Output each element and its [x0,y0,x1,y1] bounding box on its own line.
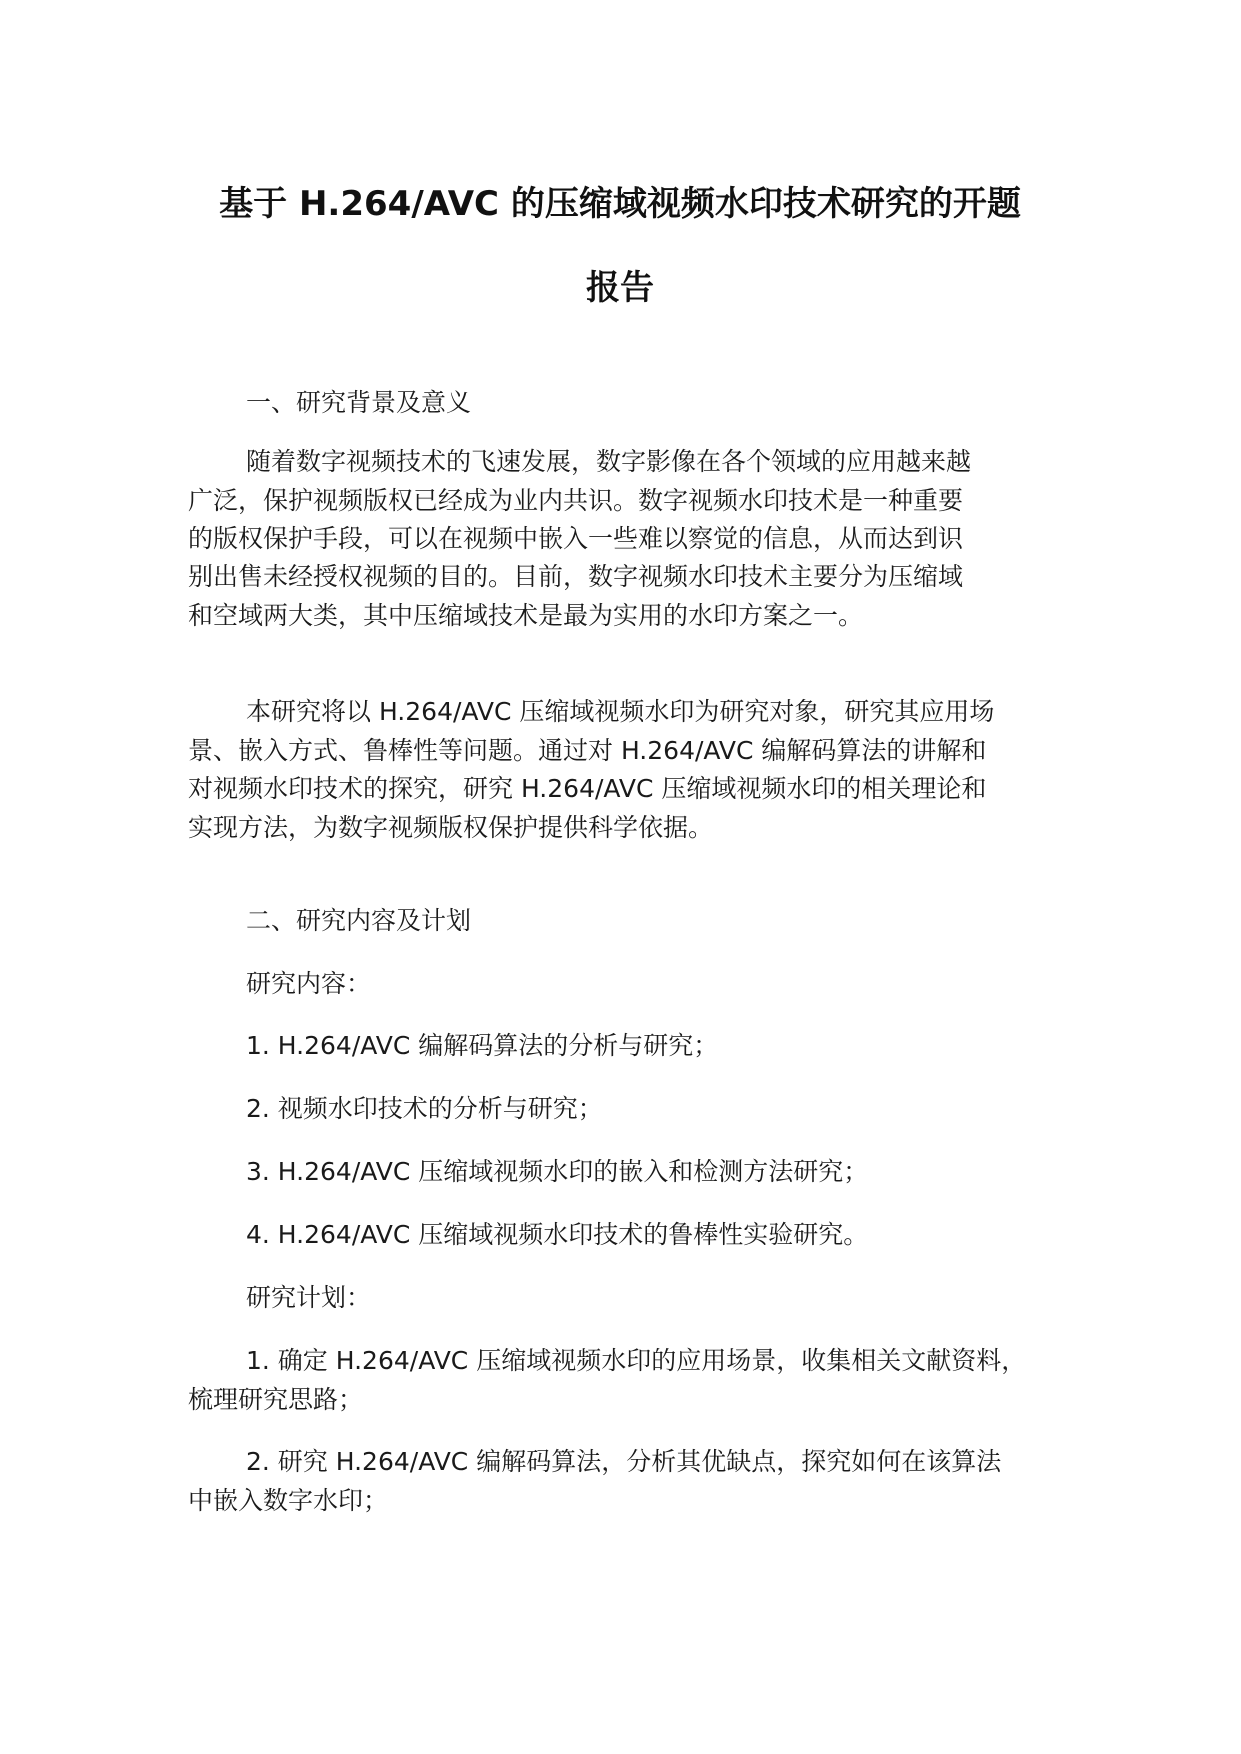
document-title-line-1: 基于 H.264/AVC 的压缩域视频水印技术研究的开题 [219,184,1021,224]
content-list-item: 3. H.264/AVC 压缩域视频水印的嵌入和检测方法研究； [246,1157,869,1186]
paragraph-1-line-1: 随着数字视频技术的飞速发展，数字影像在各个领域的应用越来越 [246,447,972,476]
paragraph-2-line-1: 本研究将以 H.264/AVC 压缩域视频水印为研究对象，研究其应用场 [246,697,995,726]
paragraph-1-line-3: 的版权保护手段，可以在视频中嵌入一些难以察觉的信息，从而达到识 [188,524,964,553]
paragraph-1-line-5: 和空域两大类，其中压缩域技术是最为实用的水印方案之一。 [188,601,864,630]
paragraph-2-line-4: 实现方法，为数字视频版权保护提供科学依据。 [188,813,714,842]
content-list-item: 2. 视频水印技术的分析与研究； [246,1094,603,1123]
paragraph-2-line-2: 景、嵌入方式、鲁棒性等问题。通过对 H.264/AVC 编解码算法的讲解和 [188,736,987,765]
plan-item-2-line-1: 2. 研究 H.264/AVC 编解码算法，分析其优缺点，探究如何在该算法 [246,1447,1002,1476]
content-list-item: 4. H.264/AVC 压缩域视频水印技术的鲁棒性实验研究。 [246,1220,869,1249]
research-content-label: 研究内容： [246,969,372,998]
plan-item-1-line-1: 1. 确定 H.264/AVC 压缩域视频水印的应用场景，收集相关文献资料， [246,1346,1027,1375]
section-heading-content-plan: 二、研究内容及计划 [246,906,472,935]
paragraph-2-line-3: 对视频水印技术的探究，研究 H.264/AVC 压缩域视频水印的相关理论和 [188,774,987,803]
research-plan-label: 研究计划： [246,1283,372,1312]
section-heading-background: 一、研究背景及意义 [246,388,472,417]
paragraph-1-line-4: 别出售未经授权视频的目的。目前，数字视频水印技术主要分为压缩域 [188,562,964,591]
plan-item-1-line-2: 梳理研究思路； [188,1385,364,1414]
plan-item-2-line-2: 中嵌入数字水印； [188,1486,389,1515]
content-list-item: 1. H.264/AVC 编解码算法的分析与研究； [246,1031,719,1060]
document-title-line-2: 报告 [586,268,654,308]
paragraph-1-line-2: 广泛，保护视频版权已经成为业内共识。数字视频水印技术是一种重要 [188,486,964,515]
